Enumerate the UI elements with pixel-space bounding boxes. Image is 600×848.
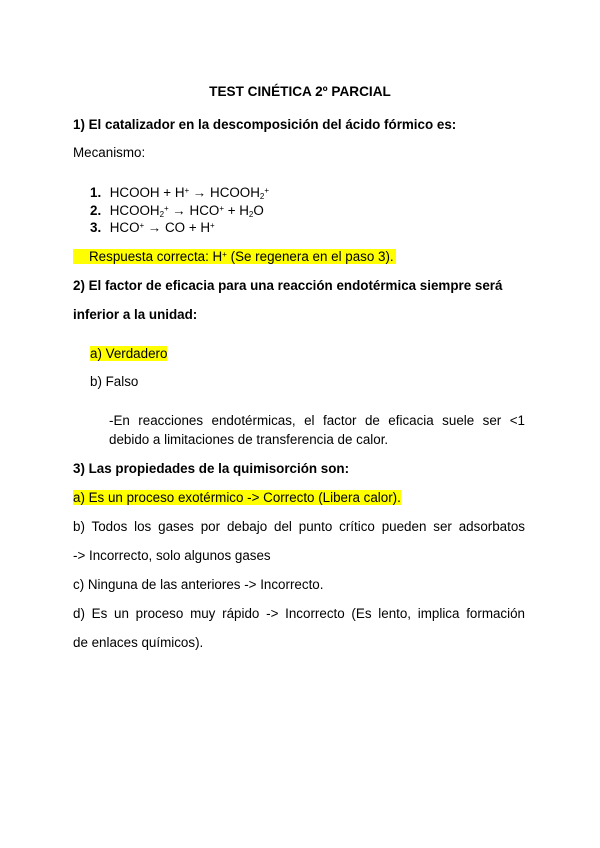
q3-option-c: c) Ninguna de las anteriores -> Incorrecto. [73,577,324,592]
q1-correct-answer: Respuesta correcta: H+ (Se regenera en el paso 3). [73,249,396,264]
q3-option-a: a) Es un proceso exotérmico -> Correcto (Libera calor). [73,490,401,505]
mechanism-step-2 [90,203,264,218]
q3-option-d-line-2: de enlaces químicos). [73,635,204,650]
page-title: TEST CINÉTICA 2º PARCIAL [209,84,391,99]
step-number: 1. [90,185,102,200]
question-2-line-2: inferior a la unidad: [73,307,198,322]
step-number: 3. [90,220,102,235]
mechanism-step-3 [90,220,215,235]
q3-option-d-line-1: d) Es un proceso muy rápido -> Incorrecto (Es lento, implica formación [73,606,525,621]
q2-option-b: b) Falso [90,374,139,389]
step-text: $HCOOH_2^+ \to HCO^+ + H_2O$ [109,203,264,219]
q3-option-b-line-2: -> Incorrecto, solo algunos gases [73,548,271,563]
q3-option-b-line-1: b) Todos los gases por debajo del punto crítico pueden ser adsorbatos [73,519,525,534]
q2-option-a: a) Verdadero [90,346,168,361]
mechanism-label: Mecanismo: [73,145,146,160]
step-text: HCO+ → CO + H+ [109,220,215,235]
step-number: 2. [90,203,102,218]
step-text: HCOOH + $H^+ \to HCOOH_2^+$ [109,185,269,201]
question-1: 1) El catalizador en la descomposición del ácido fórmico es: [73,117,457,132]
mechanism-step-1 [90,185,269,200]
q2-note-line-1: -En reacciones endotérmicas, el factor de eficacia suele ser <1 [109,413,525,428]
q2-note-line-2: debido a limitaciones de transferencia de calor. [109,432,389,447]
question-2-line-1: 2) El factor de eficacia para una reacción endotérmica siempre será [73,278,503,293]
question-3: 3) Las propiedades de la quimisorción son: [73,461,350,476]
